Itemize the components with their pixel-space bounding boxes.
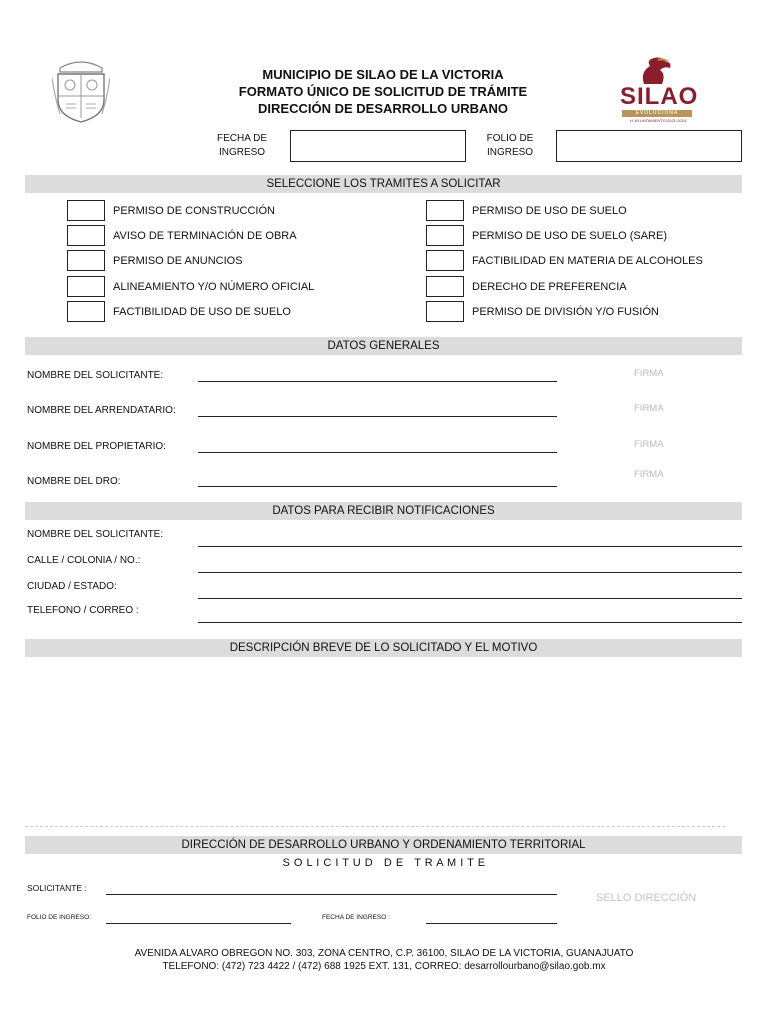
tramite-label: PERMISO DE ANUNCIOS bbox=[113, 255, 243, 267]
nombre-dro-line[interactable] bbox=[198, 486, 557, 487]
firma-label: FIRMA bbox=[634, 403, 664, 414]
footer-address: AVENIDA ALVARO OBREGON NO. 303, ZONA CENTRO, C.P. 36100, SILAO DE LA VICTORIA, GUANAJUATO bbox=[134, 948, 634, 959]
firma-label: FIRMA bbox=[634, 368, 664, 379]
municipal-coat-of-arms bbox=[52, 58, 110, 124]
notif-calle-line[interactable] bbox=[198, 572, 742, 573]
talon-subtitle: S O L I C I T U D D E T R A M I T E bbox=[282, 857, 486, 869]
header-formato: FORMATO ÚNICO DE SOLICITUD DE TRÁMITE bbox=[238, 84, 528, 99]
talon-solicitante-label: SOLICITANTE : bbox=[27, 883, 87, 893]
sello-direccion-label: SELLO DIRECCIÓN bbox=[596, 892, 697, 904]
field-label: NOMBRE DEL ARRENDATARIO: bbox=[27, 405, 176, 416]
checkbox-permiso-anuncios[interactable] bbox=[67, 250, 105, 271]
tramite-label: PERMISO DE USO DE SUELO bbox=[472, 205, 627, 217]
checkbox-derecho-preferencia[interactable] bbox=[426, 276, 464, 297]
talon-folio-label: FOLIO DE INGRESO: bbox=[27, 914, 91, 921]
firma-label: FIRMA bbox=[634, 439, 664, 450]
field-label: CALLE / COLONIA / NO.: bbox=[27, 555, 141, 566]
header-municipio: MUNICIPIO DE SILAO DE LA VICTORIA bbox=[262, 67, 504, 82]
nombre-propietario-line[interactable] bbox=[198, 452, 557, 453]
header-direccion: DIRECCIÓN DE DESARROLLO URBANO bbox=[258, 101, 508, 116]
datos-generales-header: DATOS GENERALES bbox=[25, 337, 742, 355]
silao-logo-mark-icon bbox=[636, 56, 676, 86]
talon-fecha-line[interactable] bbox=[426, 923, 557, 924]
tramite-label: PERMISO DE DIVISIÓN Y/O FUSIÓN bbox=[472, 306, 659, 318]
talon-header: DIRECCIÓN DE DESARROLLO URBANO Y ORDENAMIENTO TERRITORIAL bbox=[25, 836, 742, 854]
descripcion-header: DESCRIPCIÓN BREVE DE LO SOLICITADO Y EL MOTIVO bbox=[25, 639, 742, 657]
field-label: NOMBRE DEL SOLICITANTE: bbox=[27, 529, 164, 540]
checkbox-permiso-uso-suelo[interactable] bbox=[426, 200, 464, 221]
tramite-label: FACTIBILIDAD EN MATERIA DE ALCOHOLES bbox=[472, 255, 703, 267]
field-label: NOMBRE DEL DRO: bbox=[27, 476, 121, 487]
talon-folio-line[interactable] bbox=[106, 923, 291, 924]
checkbox-aviso-terminacion[interactable] bbox=[67, 225, 105, 246]
checkbox-factibilidad-uso-suelo[interactable] bbox=[67, 301, 105, 322]
notif-ciudad-line[interactable] bbox=[198, 598, 742, 599]
fecha-ingreso-label: FECHA DE INGRESO bbox=[216, 133, 267, 158]
descripcion-area[interactable] bbox=[25, 660, 742, 820]
nombre-arrendatario-line[interactable] bbox=[198, 416, 557, 417]
tramite-label: FACTIBILIDAD DE USO DE SUELO bbox=[113, 306, 291, 318]
checkbox-permiso-construccion[interactable] bbox=[67, 200, 105, 221]
checkbox-alineamiento[interactable] bbox=[67, 276, 105, 297]
folio-ingreso-label: FOLIO DE INGRESO bbox=[486, 133, 534, 158]
silao-logo-sub: EVOLUCIONA bbox=[622, 110, 692, 117]
tramite-label: DERECHO DE PREFERENCIA bbox=[472, 281, 627, 293]
tramite-label: ALINEAMIENTO Y/O NÚMERO OFICIAL bbox=[113, 281, 315, 293]
field-label: CIUDAD / ESTADO: bbox=[27, 581, 117, 592]
silao-logo bbox=[612, 56, 702, 124]
field-label: NOMBRE DEL SOLICITANTE: bbox=[27, 370, 164, 381]
fecha-ingreso-field[interactable] bbox=[290, 130, 466, 162]
checkbox-division-fusion[interactable] bbox=[426, 301, 464, 322]
nombre-solicitante-line[interactable] bbox=[198, 381, 557, 382]
talon-solicitante-line[interactable] bbox=[106, 894, 557, 895]
talon-fecha-label: FECHA DE INGRESO : bbox=[322, 914, 390, 921]
field-label: TELEFONO / CORREO : bbox=[27, 605, 139, 616]
firma-label: FIRMA bbox=[634, 469, 664, 480]
silao-logo-tiny: H. AYUNTAMIENTO 2021-2024 bbox=[629, 118, 687, 123]
tramite-label: PERMISO DE USO DE SUELO (SARE) bbox=[472, 230, 667, 242]
field-label: NOMBRE DEL PROPIETARIO: bbox=[27, 441, 166, 452]
folio-ingreso-field[interactable] bbox=[556, 130, 742, 162]
notif-telefono-line[interactable] bbox=[198, 622, 742, 623]
footer-contact: TELEFONO: (472) 723 4422 / (472) 688 1925 EXT. 131, CORREO: desarrollourbano@silao.gob.mx bbox=[162, 961, 606, 972]
notificaciones-header: DATOS PARA RECIBIR NOTIFICACIONES bbox=[25, 502, 742, 520]
checkbox-uso-suelo-sare[interactable] bbox=[426, 225, 464, 246]
tramite-label: AVISO DE TERMINACIÓN DE OBRA bbox=[113, 230, 297, 242]
notif-solicitante-line[interactable] bbox=[198, 546, 742, 547]
tramites-section-header: SELECCIONE LOS TRAMITES A SOLICITAR bbox=[25, 175, 742, 193]
checkbox-factibilidad-alcoholes[interactable] bbox=[426, 250, 464, 271]
cut-line bbox=[25, 826, 725, 827]
tramite-label: PERMISO DE CONSTRUCCIÓN bbox=[113, 205, 275, 217]
silao-logo-text: SILAO bbox=[620, 83, 699, 110]
